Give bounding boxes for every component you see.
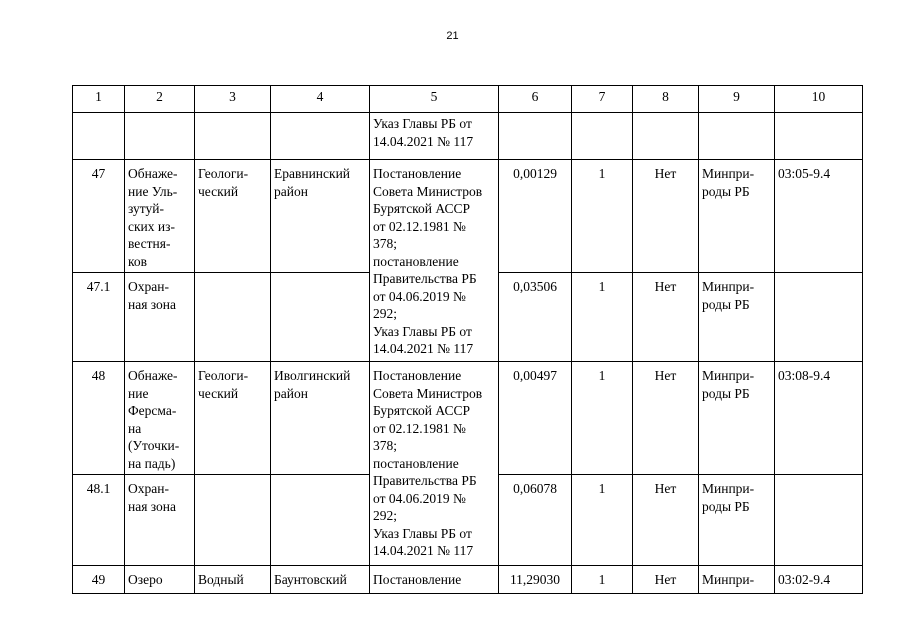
text-line: на падь) (128, 455, 176, 471)
registry-table (72, 85, 863, 594)
table-cell (775, 475, 863, 566)
text-line: Указ Главы РБ от (373, 116, 472, 131)
object-name-cell (125, 475, 195, 566)
text-line: вестня- (128, 236, 171, 251)
text-line: Совета Министров (373, 385, 483, 401)
table-cell (125, 113, 195, 160)
text-line: 14.04.2021 № 117 (373, 543, 474, 558)
text-line: район (274, 385, 308, 401)
text-line: Минпри- (702, 368, 755, 383)
col8-cell: Нет (633, 566, 699, 594)
code-cell: 03:08-9.4 (775, 362, 863, 475)
text-line: ная зона (128, 296, 177, 312)
text-line: Бурятской АССР (373, 201, 470, 216)
text-line: Минпри- (702, 166, 755, 181)
page-number: 21 (446, 30, 459, 42)
header-cell: 2 (125, 86, 195, 113)
text-line: 14.04.2021 № 117 (373, 341, 474, 356)
text-line: Минпри- (702, 481, 755, 496)
area-cell: 0,00497 (499, 362, 572, 475)
col7-cell: 1 (572, 160, 633, 273)
area-cell: 0,00129 (499, 160, 572, 273)
col7-cell: 1 (572, 475, 633, 566)
text-line: 292; (373, 508, 398, 523)
legal-basis-cell (370, 362, 499, 566)
header-cell: 7 (572, 86, 633, 113)
table-row (73, 362, 863, 475)
header-cell: 8 (633, 86, 699, 113)
table-cell (195, 113, 271, 160)
header-cell: 5 (370, 86, 499, 113)
text-line: Указ Главы РБ от (373, 525, 472, 541)
header-cell: 4 (271, 86, 370, 113)
header-cell: 6 (499, 86, 572, 113)
text-line: Обнаже- (128, 166, 178, 181)
table-row (73, 160, 863, 273)
district-cell (271, 362, 370, 475)
text-line: Иволгинский (274, 368, 351, 383)
text-line: Правительства РБ (373, 271, 477, 286)
text-line: на (128, 420, 142, 436)
table-cell (572, 113, 633, 160)
text-line: Постановление (373, 368, 462, 383)
legal-basis-cell (370, 113, 499, 160)
table-cell (775, 273, 863, 362)
code-cell: 03:05-9.4 (775, 160, 863, 273)
authority-cell (699, 362, 775, 475)
table-cell (271, 475, 370, 566)
text-line: Постановление (373, 166, 462, 181)
text-line: от 04.06.2019 № (373, 490, 466, 506)
header-cell: 3 (195, 86, 271, 113)
col8-cell: Нет (633, 160, 699, 273)
table-cell (271, 273, 370, 362)
text-line: ческий (198, 183, 239, 199)
area-cell: 0,03506 (499, 273, 572, 362)
district-cell: Баунтовский (271, 566, 370, 594)
text-line: Геологи- (198, 166, 249, 181)
col7-cell: 1 (572, 273, 633, 362)
text-line: ние Уль- (128, 183, 178, 199)
text-line: от 02.12.1981 № (373, 420, 466, 436)
text-line: Геологи- (198, 368, 249, 383)
row-number-cell: 49 (73, 566, 125, 594)
text-line: Обнаже- (128, 368, 178, 383)
text-line: роды РБ (702, 385, 750, 401)
text-line: Правительства РБ (373, 473, 477, 488)
profile-cell (195, 160, 271, 273)
text-line: ние (128, 385, 149, 401)
table-cell (499, 113, 572, 160)
text-line: постановление (373, 455, 459, 471)
table-cell (195, 475, 271, 566)
text-line: 14.04.2021 № 117 (373, 133, 474, 149)
text-line: роды РБ (702, 498, 750, 514)
text-line: ная зона (128, 498, 177, 514)
authority-cell (699, 273, 775, 362)
text-line: постановление (373, 253, 459, 269)
text-line: ческий (198, 385, 239, 401)
text-line: от 02.12.1981 № (373, 218, 466, 234)
header-cell: 10 (775, 86, 863, 113)
text-line: зутуй- (128, 201, 164, 216)
profile-cell (195, 362, 271, 475)
text-line: ских из- (128, 218, 175, 234)
text-line: Охран- (128, 279, 169, 294)
text-line: (Уточки- (128, 438, 180, 453)
legal-basis-cell: Постановление (370, 566, 499, 594)
table-cell (73, 113, 125, 160)
authority-cell: Минпри- (699, 566, 775, 594)
text-line: роды РБ (702, 183, 750, 199)
row-number-cell: 47 (73, 160, 125, 273)
object-name-cell (125, 362, 195, 475)
profile-cell: Водный (195, 566, 271, 594)
text-line: Еравнинский (274, 166, 351, 181)
text-line: роды РБ (702, 296, 750, 312)
authority-cell (699, 160, 775, 273)
text-line: 378; (373, 236, 398, 251)
text-line: Минпри- (702, 279, 755, 294)
header-cell: 1 (73, 86, 125, 113)
authority-cell (699, 475, 775, 566)
object-name-cell (125, 273, 195, 362)
object-name-cell (125, 160, 195, 273)
area-cell: 11,29030 (499, 566, 572, 594)
text-line: 378; (373, 438, 398, 453)
text-line: Указ Главы РБ от (373, 323, 472, 339)
table-row (73, 566, 863, 594)
district-cell (271, 160, 370, 273)
table-cell (775, 113, 863, 160)
text-line: 292; (373, 306, 398, 321)
table-cell (271, 113, 370, 160)
object-name-cell: Озеро (125, 566, 195, 594)
text-line: Бурятской АССР (373, 403, 470, 418)
table-cell (195, 273, 271, 362)
text-line: Совета Министров (373, 183, 483, 199)
text-line: Охран- (128, 481, 169, 496)
text-line: ков (128, 253, 147, 269)
text-line: от 04.06.2019 № (373, 288, 466, 304)
row-number-cell: 48 (73, 362, 125, 475)
row-number-cell: 47.1 (73, 273, 125, 362)
row-number-cell: 48.1 (73, 475, 125, 566)
continuation-row (73, 113, 863, 160)
table-cell (699, 113, 775, 160)
text-line: Ферсма- (128, 403, 177, 418)
col7-cell: 1 (572, 566, 633, 594)
area-cell: 0,06078 (499, 475, 572, 566)
col8-cell: Нет (633, 475, 699, 566)
header-row (73, 86, 863, 113)
col8-cell: Нет (633, 362, 699, 475)
header-cell: 9 (699, 86, 775, 113)
code-cell: 03:02-9.4 (775, 566, 863, 594)
col8-cell: Нет (633, 273, 699, 362)
col7-cell: 1 (572, 362, 633, 475)
table-cell (633, 113, 699, 160)
text-line: район (274, 183, 308, 199)
legal-basis-cell (370, 160, 499, 362)
